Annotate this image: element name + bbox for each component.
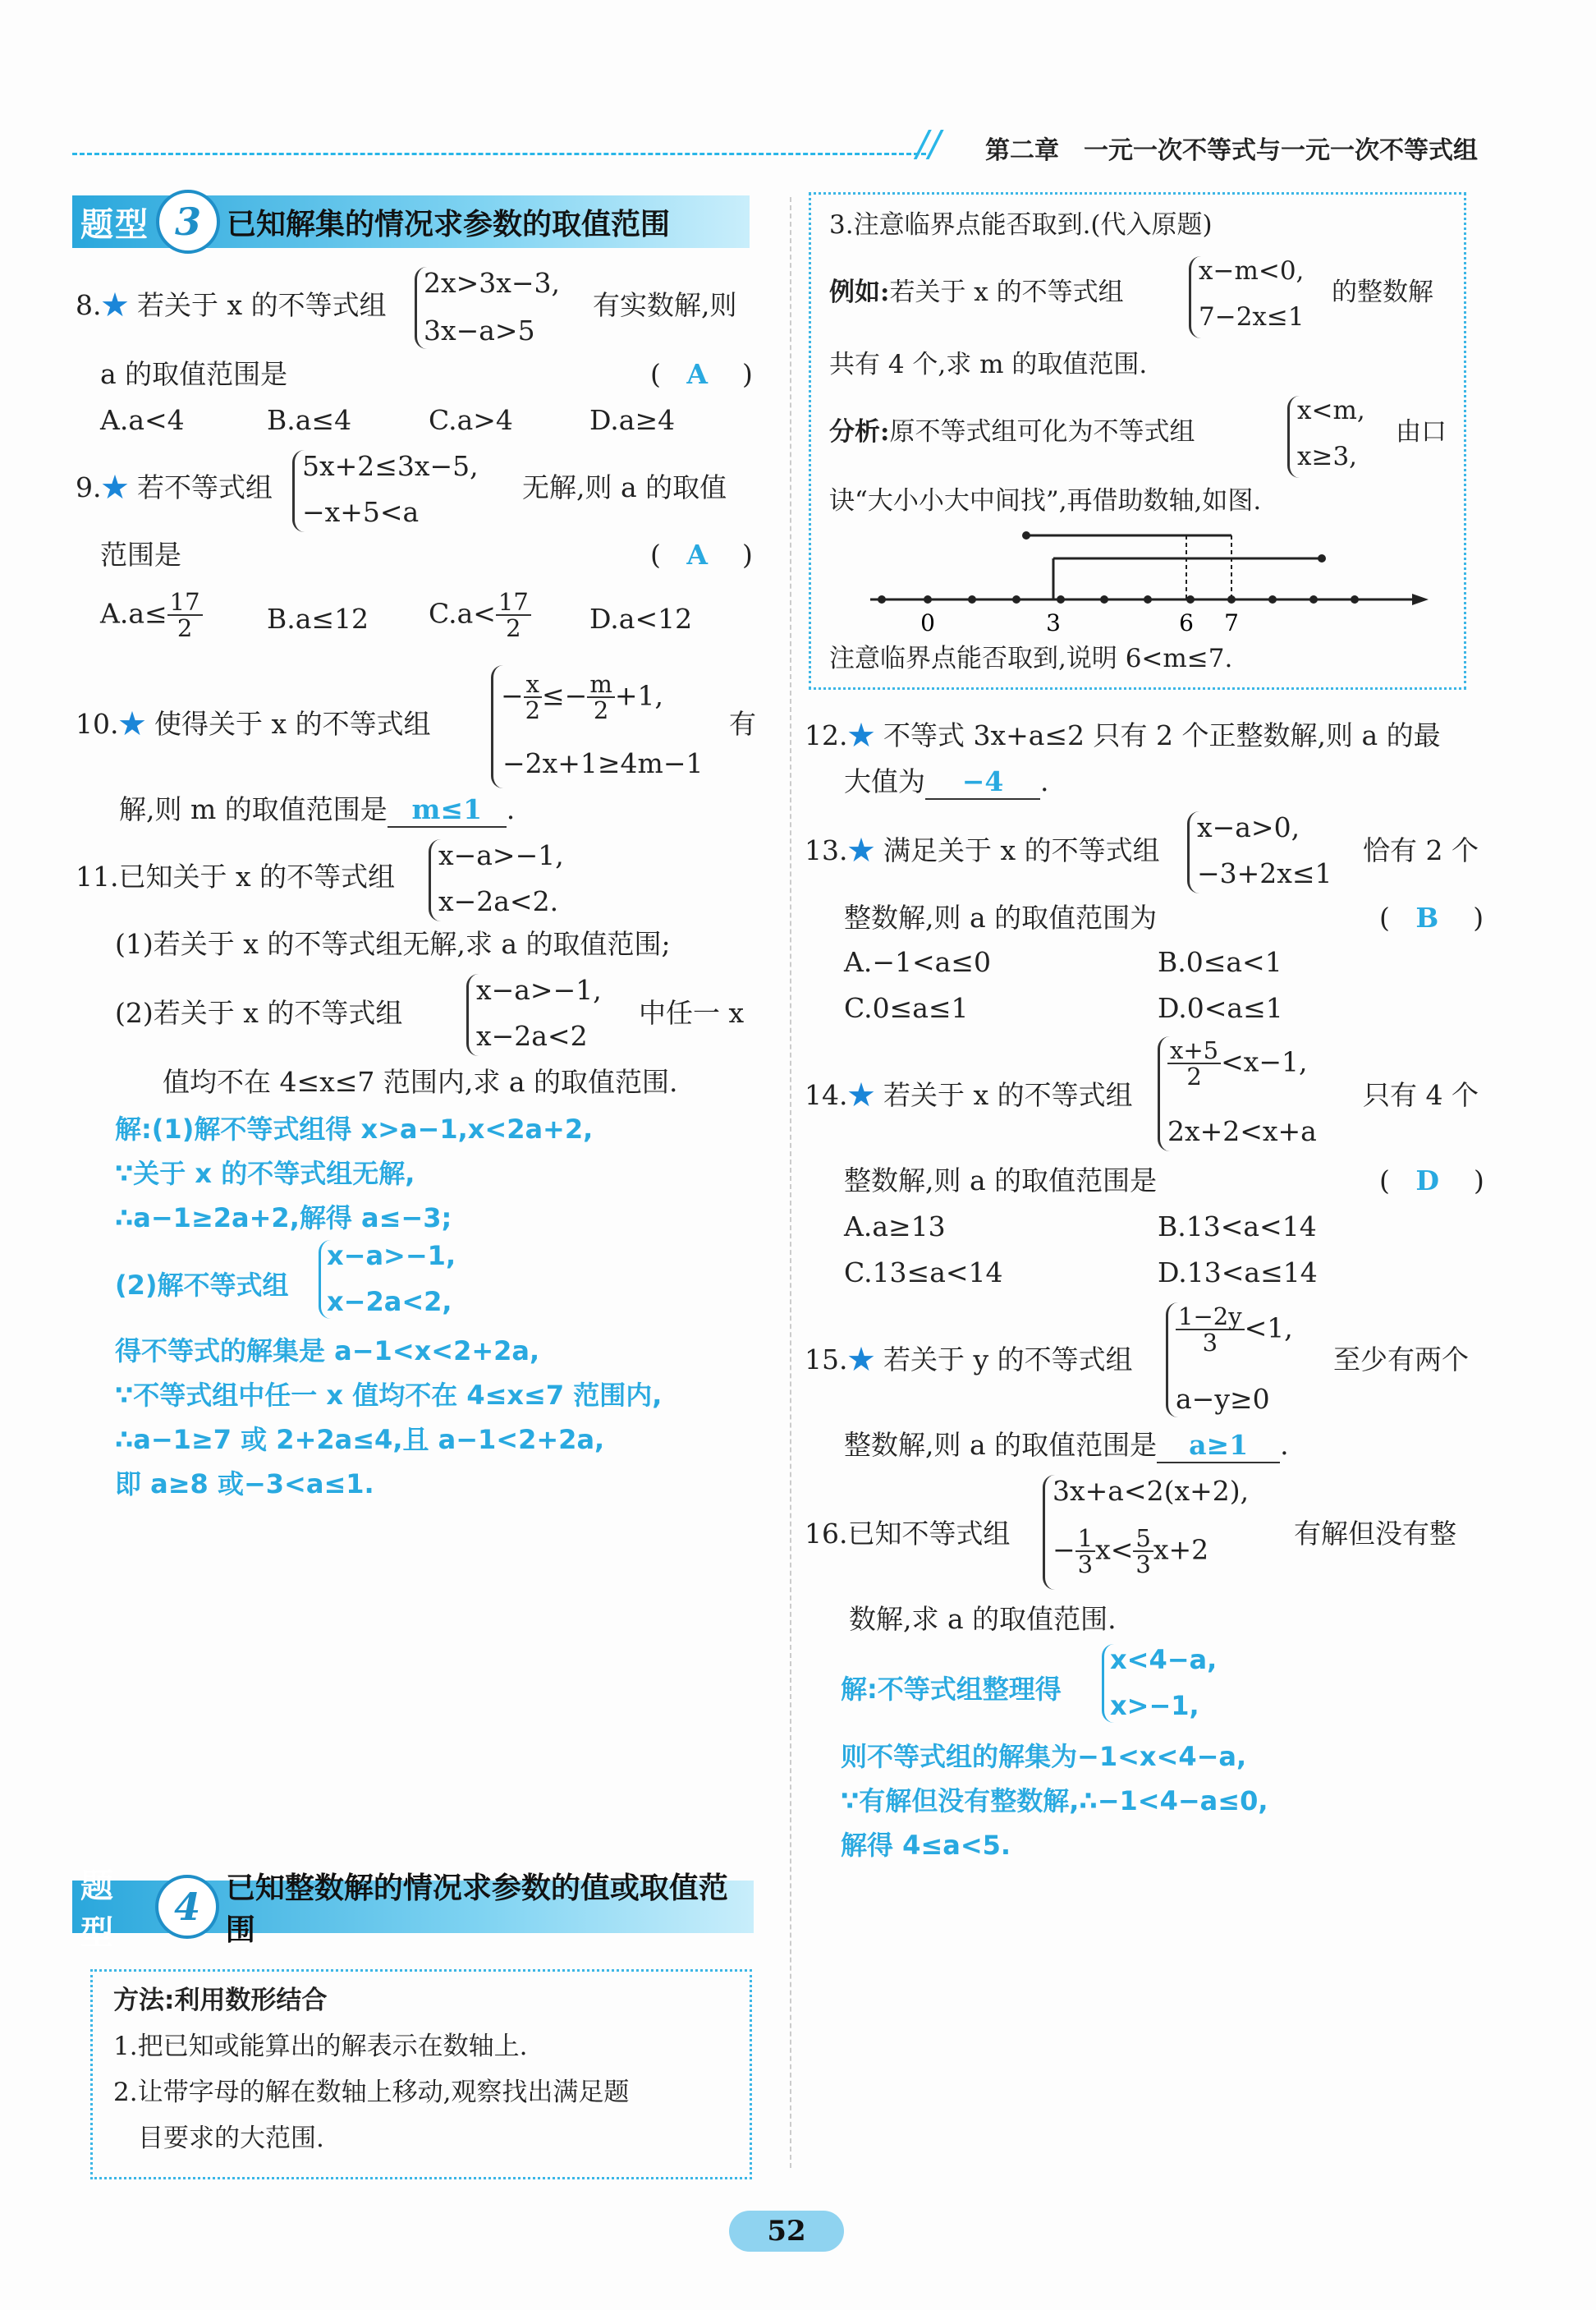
question-text: 满足关于 x 的不等式组 bbox=[883, 834, 1160, 866]
axis-arrow bbox=[1412, 594, 1429, 605]
question-text: 使得关于 x 的不等式组 bbox=[154, 708, 431, 740]
answer-blank: −4 bbox=[925, 765, 1040, 800]
answer: A bbox=[686, 358, 708, 390]
star-icon: ★ bbox=[118, 708, 146, 740]
question-text: 若关于 x 的不等式组 bbox=[883, 1079, 1133, 1111]
solution-line: ∴a−1≥2a+2,解得 a≤−3; bbox=[115, 1202, 452, 1233]
system-line: x−2a<2 bbox=[476, 1020, 588, 1052]
question-text: 若关于 x 的不等式组 bbox=[137, 289, 387, 321]
system-line: −3+2x≤1 bbox=[1197, 857, 1332, 889]
question-text: 有实数解,则 bbox=[593, 289, 737, 321]
answer-paren bbox=[1379, 902, 1484, 935]
question-text: 范围是 bbox=[100, 539, 181, 571]
question-16 bbox=[805, 1518, 1010, 1550]
fraction bbox=[1075, 1526, 1095, 1578]
question-14 bbox=[805, 1079, 1133, 1112]
solution-system-line: x>−1, bbox=[1110, 1690, 1199, 1721]
answer: A bbox=[686, 539, 708, 571]
question-part-1: (1)若关于 x 的不等式组无解,求 a 的取值范围; bbox=[115, 928, 671, 960]
axis-label: 7 bbox=[1224, 609, 1239, 636]
banner-tag: 题型 bbox=[80, 1867, 115, 1952]
question-10 bbox=[76, 708, 431, 741]
tip-example bbox=[829, 278, 1124, 308]
number-line bbox=[862, 526, 1437, 641]
ray-end bbox=[1318, 554, 1326, 563]
tip-text: 的整数解 bbox=[1332, 278, 1433, 307]
question-text: 中任一 x bbox=[639, 997, 745, 1029]
option-text: A.a≤ bbox=[100, 597, 167, 630]
fraction bbox=[587, 672, 615, 723]
answer: D bbox=[1415, 1164, 1439, 1196]
method-line: 2.让带字母的解在数轴上移动,观察找出满足题 bbox=[113, 2078, 630, 2107]
system-line: 3x+a<2(x+2), bbox=[1053, 1475, 1250, 1507]
tick bbox=[1057, 595, 1065, 604]
solution-line: 则不等式组的解集为−1<x<4−a, bbox=[841, 1741, 1247, 1772]
column-divider bbox=[790, 197, 791, 2168]
star-icon: ★ bbox=[847, 1343, 875, 1375]
option: C.13≤a<14 bbox=[844, 1256, 1003, 1288]
question-13 bbox=[805, 834, 1160, 867]
denominator: 2 bbox=[593, 696, 609, 725]
solution-system-line: x−a>−1, bbox=[327, 1240, 456, 1271]
analysis-label: 分析: bbox=[829, 417, 890, 447]
question-text: a 的取值范围是 bbox=[100, 358, 288, 390]
option: A.a<4 bbox=[100, 404, 185, 436]
star-icon: ★ bbox=[847, 834, 875, 866]
question-text: 已知关于 x 的不等式组 bbox=[118, 861, 396, 893]
question-text: 有 bbox=[729, 708, 756, 740]
period: . bbox=[1280, 1429, 1289, 1461]
answer-paren bbox=[650, 358, 753, 391]
banner-tag: 题型 bbox=[80, 205, 149, 244]
tick bbox=[1186, 595, 1195, 604]
option: B.0≤a<1 bbox=[1158, 946, 1282, 978]
constant: +1, bbox=[614, 679, 663, 712]
tip-text: 诀“大小小大中间找”,再借助数轴,如图. bbox=[829, 486, 1262, 516]
numerator: 5 bbox=[1133, 1526, 1153, 1552]
tick bbox=[1309, 595, 1318, 604]
numerator: 17 bbox=[167, 590, 203, 616]
chapter-title: 第二章 一元一次不等式与一元一次不等式组 bbox=[985, 136, 1478, 165]
question-text: 值均不在 4≤x≤7 范围内,求 a 的取值范围. bbox=[163, 1066, 678, 1098]
system-line: 7−2x≤1 bbox=[1199, 302, 1305, 332]
period: . bbox=[1040, 765, 1049, 797]
system-line: 2x>3x−3, bbox=[424, 267, 560, 299]
question-text: 恰有 2 个 bbox=[1363, 834, 1479, 866]
star-icon: ★ bbox=[101, 471, 129, 503]
star-icon: ★ bbox=[101, 289, 129, 321]
question-text bbox=[844, 1429, 1289, 1463]
question-text: 整数解,则 a 的取值范围是 bbox=[844, 1429, 1158, 1461]
solution-line: ∵不等式组中任一 x 值均不在 4≤x≤7 范围内, bbox=[115, 1380, 663, 1411]
option: D.a<12 bbox=[589, 603, 693, 635]
option-text: C.a< bbox=[429, 597, 496, 630]
question-12 bbox=[805, 719, 1441, 752]
tip-text: 共有 4 个,求 m 的取值范围. bbox=[829, 350, 1148, 379]
fraction bbox=[524, 672, 542, 723]
tip-analysis bbox=[829, 417, 1195, 448]
question-text bbox=[844, 765, 1049, 800]
answer-blank: m≤1 bbox=[388, 793, 507, 828]
star-icon: ★ bbox=[847, 719, 875, 751]
question-number: 10. bbox=[76, 708, 119, 740]
section-banner-4 bbox=[72, 1867, 754, 1952]
question-text: 整数解,则 a 的取值范围是 bbox=[844, 1164, 1158, 1196]
numerator: x+5 bbox=[1167, 1038, 1221, 1064]
option: C.a>4 bbox=[429, 404, 513, 436]
banner-title: 已知整数解的情况求参数的值或取值范围 bbox=[225, 1871, 728, 1947]
system-line: 2x+2<x+a bbox=[1167, 1115, 1317, 1147]
system-line bbox=[501, 672, 663, 723]
tip-text: 注意临界点能否取到,说明 6<m≤7. bbox=[829, 644, 1233, 673]
question-number: 11. bbox=[76, 861, 119, 893]
question-text: 有解但没有整 bbox=[1294, 1518, 1456, 1550]
solution-system-line: x−2a<2, bbox=[327, 1286, 452, 1317]
question-part-2: (2)若关于 x 的不等式组 bbox=[115, 997, 403, 1029]
question-text: 不等式 3x+a≤2 只有 2 个正整数解,则 a 的最 bbox=[883, 719, 1441, 751]
question-11 bbox=[76, 861, 395, 893]
system-line: 3x−a>5 bbox=[424, 315, 535, 347]
fraction bbox=[1167, 1038, 1221, 1090]
denominator: 2 bbox=[506, 614, 521, 643]
system-line: x−m<0, bbox=[1199, 256, 1305, 286]
system-line bbox=[1167, 1038, 1308, 1090]
denominator: 3 bbox=[1202, 1329, 1218, 1357]
system-line: x−a>−1, bbox=[476, 974, 602, 1006]
page-number: 52 bbox=[729, 2211, 844, 2252]
banner-number: 3 bbox=[156, 190, 220, 254]
question-number: 12. bbox=[805, 719, 848, 751]
paren: ) bbox=[1473, 1164, 1484, 1196]
section-banner-3 bbox=[72, 195, 750, 248]
question-number: 15. bbox=[805, 1343, 848, 1375]
option bbox=[429, 590, 531, 641]
question-text: 解,则 m 的取值范围是 bbox=[119, 793, 388, 825]
question-text: 若关于 y 的不等式组 bbox=[883, 1343, 1133, 1375]
option: D.13<a≤14 bbox=[1158, 1256, 1318, 1288]
solution-line: 解:(1)解不等式组得 x>a−1,x<2a+2, bbox=[115, 1114, 594, 1145]
relation: x< bbox=[1095, 1533, 1134, 1566]
answer-blank: a≥1 bbox=[1157, 1429, 1280, 1463]
tip-text: 原不等式组可化为不等式组 bbox=[889, 417, 1195, 447]
tick bbox=[1351, 595, 1359, 604]
solution-line: ∵有解但没有整数解,∴−1<4−a≤0, bbox=[841, 1785, 1268, 1816]
question-text: 整数解,则 a 的取值范围为 bbox=[844, 902, 1158, 934]
solution-line: ∴a−1≥7 或 2+2a≤4,且 a−1<2+2a, bbox=[115, 1424, 605, 1455]
denominator: 3 bbox=[1077, 1550, 1094, 1579]
star-icon: ★ bbox=[847, 1079, 875, 1111]
solution-line: 解:不等式组整理得 bbox=[841, 1674, 1062, 1705]
option: C.0≤a≤1 bbox=[844, 992, 969, 1024]
sign: − bbox=[501, 679, 524, 712]
denominator: 2 bbox=[525, 696, 541, 725]
relation: ≤− bbox=[542, 679, 588, 712]
option: B.13<a<14 bbox=[1158, 1210, 1317, 1242]
system-line: x−a>−1, bbox=[438, 839, 564, 871]
solution-line: ∵关于 x 的不等式组无解, bbox=[115, 1158, 415, 1189]
banner-title: 已知解集的情况求参数的取值范围 bbox=[227, 207, 671, 241]
numerator: 17 bbox=[496, 590, 531, 616]
paren: ( bbox=[1379, 902, 1390, 934]
answer-paren bbox=[1379, 1164, 1484, 1197]
numerator: 1 bbox=[1075, 1526, 1095, 1552]
question-text: 大值为 bbox=[844, 765, 925, 797]
paren: ) bbox=[1473, 902, 1484, 934]
question-number: 13. bbox=[805, 834, 848, 866]
question-8 bbox=[76, 289, 387, 322]
option: D.0<a≤1 bbox=[1158, 992, 1283, 1024]
ray-end bbox=[1022, 531, 1030, 540]
paren: ( bbox=[1379, 1164, 1390, 1196]
numerator: m bbox=[587, 672, 615, 698]
method-title: 方法:利用数形结合 bbox=[113, 1986, 328, 2015]
system-rest: <1, bbox=[1244, 1311, 1293, 1344]
tick bbox=[924, 595, 932, 604]
tick bbox=[878, 595, 886, 604]
option: D.a≥4 bbox=[589, 404, 676, 436]
fraction bbox=[1176, 1304, 1245, 1356]
option: A.a≥13 bbox=[844, 1210, 946, 1242]
fraction bbox=[1133, 1526, 1153, 1578]
tip-text: 若关于 x 的不等式组 bbox=[889, 278, 1124, 307]
system-line: x−a>0, bbox=[1197, 811, 1300, 843]
paren: ) bbox=[741, 539, 753, 571]
denominator: 3 bbox=[1135, 1550, 1151, 1579]
tick bbox=[968, 595, 976, 604]
axis-label: 6 bbox=[1179, 609, 1194, 636]
tick bbox=[1268, 595, 1277, 604]
question-text: 至少有两个 bbox=[1333, 1343, 1469, 1375]
option: B.a≤4 bbox=[267, 404, 352, 436]
tick bbox=[1144, 595, 1152, 604]
example-label: 例如: bbox=[829, 278, 890, 307]
option bbox=[100, 590, 203, 641]
paren: ) bbox=[741, 358, 753, 390]
question-number: 14. bbox=[805, 1079, 848, 1111]
header-rule bbox=[72, 153, 926, 155]
paren: ( bbox=[650, 539, 661, 571]
option: A.−1<a≤0 bbox=[844, 946, 991, 978]
numerator: x bbox=[524, 672, 542, 698]
question-text: 无解,则 a 的取值 bbox=[522, 471, 727, 503]
numerator: 1−2y bbox=[1176, 1304, 1245, 1330]
tip-text: 由口 bbox=[1396, 417, 1447, 447]
banner-number: 4 bbox=[155, 1875, 218, 1939]
method-line: 1.把已知或能算出的解表示在数轴上. bbox=[113, 2032, 528, 2061]
denominator: 2 bbox=[1186, 1063, 1202, 1091]
system-line: −x+5<a bbox=[302, 496, 420, 528]
system-line: a−y≥0 bbox=[1176, 1383, 1270, 1415]
solution-line: (2)解不等式组 bbox=[115, 1270, 289, 1301]
solution-system-line: x<4−a, bbox=[1110, 1644, 1218, 1675]
system-line: x<m, bbox=[1297, 396, 1365, 425]
question-15 bbox=[805, 1343, 1133, 1376]
system-line: 5x+2≤3x−5, bbox=[302, 450, 479, 482]
system-rest: <x−1, bbox=[1221, 1045, 1308, 1078]
system-line: x−2a<2. bbox=[438, 885, 559, 917]
period: . bbox=[506, 793, 516, 825]
constant: x+2 bbox=[1153, 1533, 1209, 1566]
question-9 bbox=[76, 471, 273, 504]
tick bbox=[1100, 595, 1108, 604]
solution-line: 得不等式的解集是 a−1<x<2+2a, bbox=[115, 1335, 540, 1366]
answer-paren bbox=[650, 539, 753, 572]
solution-line: 解得 4≤a<5. bbox=[841, 1830, 1011, 1861]
question-text: 若不等式组 bbox=[137, 471, 273, 503]
system-line bbox=[1176, 1304, 1293, 1356]
denominator: 2 bbox=[177, 614, 193, 643]
tip-line: 3.注意临界点能否取到.(代入原题) bbox=[829, 210, 1213, 240]
question-number: 8. bbox=[76, 289, 102, 321]
sign: − bbox=[1053, 1533, 1075, 1566]
option: B.a≤12 bbox=[267, 603, 369, 635]
system-line: −2x+1≥4m−1 bbox=[502, 747, 704, 779]
system-line: x≥3, bbox=[1297, 442, 1358, 471]
method-line: 目要求的大范围. bbox=[138, 2124, 324, 2153]
axis-label: 3 bbox=[1046, 609, 1061, 636]
question-text: 已知不等式组 bbox=[847, 1518, 1011, 1550]
question-number: 16. bbox=[805, 1518, 848, 1550]
solution-line: 即 a≥8 或−3<a≤1. bbox=[115, 1468, 374, 1499]
question-text bbox=[119, 793, 515, 828]
tick bbox=[1012, 595, 1020, 604]
question-number: 9. bbox=[76, 471, 102, 503]
axis-label: 0 bbox=[920, 609, 935, 636]
paren: ( bbox=[650, 358, 661, 390]
fraction bbox=[496, 590, 531, 641]
answer: B bbox=[1415, 902, 1439, 934]
question-text: 数解,求 a 的取值范围. bbox=[849, 1603, 1117, 1635]
system-line bbox=[1053, 1526, 1208, 1578]
fraction bbox=[167, 590, 203, 641]
question-text: 只有 4 个 bbox=[1363, 1079, 1479, 1111]
header-slash: // bbox=[916, 123, 941, 165]
